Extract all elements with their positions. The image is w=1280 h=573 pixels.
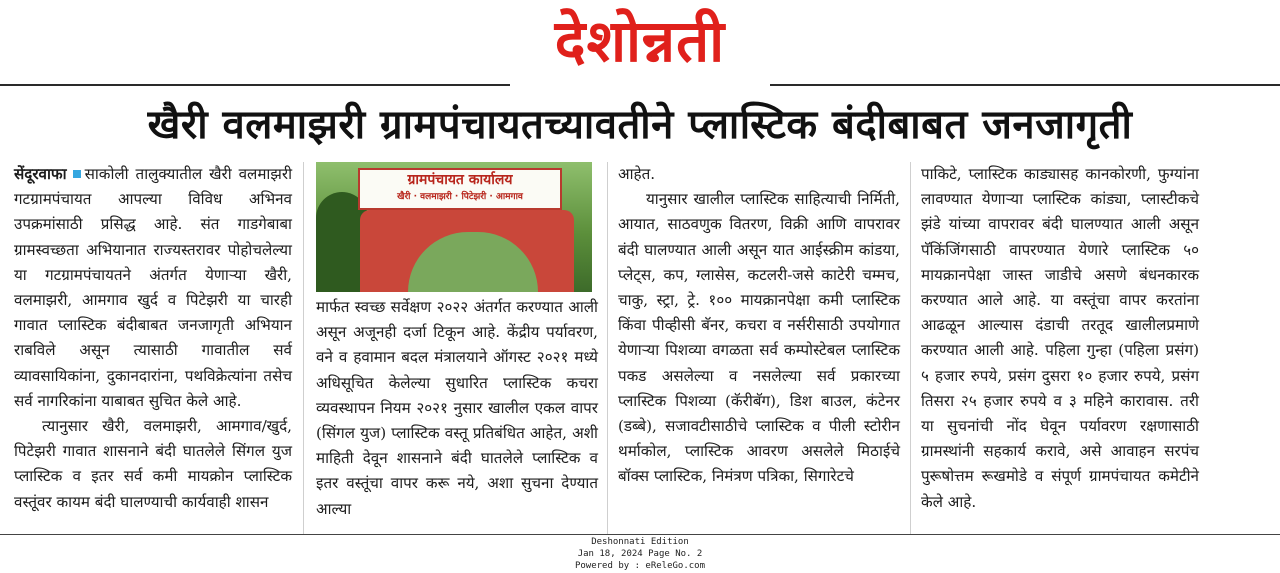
article-column-1 [14, 162, 292, 515]
article-paragraph: मार्फत स्वच्छ सर्वेक्षण २०२२ अंतर्गत करण्यात आली असून अजूनही दर्जा टिकून आहे. केंद्रीय पर्यावरण, वने व हवामान बदल मंत्रालयाने ऑगस्ट २०२१ मध्ये अधिसूचित केलेल्या सुधारित प्लास्टिक कचरा व्यवस्थापन नियम २०२१ नुसार खालील एकल वापर (सिंगल युज) प्लास्टिक वस्तू प्रतिबंधित आहेत, अशी माहिती देवून शासनाने बंदी घातलेले प्लास्टिक व इतर वस्तूंचा वापर करू नये, अशा सुचना देण्यात आल्या [316, 298, 598, 518]
column-divider [607, 162, 608, 534]
dateline: सेंदूरवाफा [14, 165, 67, 183]
masthead-rule-left [0, 84, 510, 86]
signboard-subtitle: खैरी · वलमाझरी · पिटेझरी · आमगाव [397, 192, 523, 202]
powered-by: Powered by : eReleGo.com [574, 561, 706, 571]
photo-signboard [358, 168, 562, 210]
paragraph-text: साकोली तालुक्यातील खैरी वलमाझरी गटग्रामपंचायत आपल्या विविध अभिनव उपक्रमांसाठी प्रसिद्ध आहे. संत गाडगेबाबा ग्रामस्वच्छता अभियानात राज्यस्तरावर पोहोचलेल्या या गटग्रामपंचायतने अंतर्गत येणाऱ्या खैरी, वलमाझरी, आमगाव खुर्द व पिटेझरी या चारही गावात प्लास्टिक बंदीबाबत जनजागृती अभियान राबविले असून त्यासाठी गावातील सर्व व्यावसायिकांना, दुकानदारांना, पथविक्रेत्यांना तसेच सर्व नागरिकांना याबाबत सुचित केले आहे. [14, 165, 292, 410]
article-headline: खैरी वलमाझरी ग्रामपंचायतच्यावतीने प्लास्टिक बंदीबाबत जनजागृती [147, 102, 1133, 148]
article-paragraph: पाकिटे, प्लास्टिक काड्यासह कानकोरणी, फुग्यांना लावण्यात येणाऱ्या प्लास्टिक कांड्या, प्लास्टीकचे झंडे यांच्या वापरावर बंदी घालण्यात आली असून पॅकिंजिंगसाठी वापरण्यात येणारे प्लास्टिक ५० मायक्रानपेक्षा जास्त जाडीचे असणे बंधनकारक करण्यात आले आहे. या वस्तूंचा वापर करतांना आढळून आल्यास दंडाची तरतूद खालीलप्रमाणे करण्यात आली आहे. पहिला गुन्हा (पहिला प्रसंग) ५ हजार रुपये, प्रसंग दुसरा १० हजार रुपये, प्रसंग तिसरा २५ हजार रुपये व ३ महिने कारावास. तरी या सुचनांची नोंद घेवून पर्यावरण रक्षणासाठी ग्रामस्थांनी सहकार्य करावे, असे आवाहन सरपंच पुरूषोत्तम रूखमोडे व संपूर्ण ग्रामपंचायत कमेटीने केले आहे. [921, 165, 1199, 511]
footer-rule [0, 534, 1280, 535]
article-photo [316, 162, 592, 292]
column-divider [303, 162, 304, 534]
signboard-title: ग्रामपंचायत कार्यालय [407, 172, 513, 188]
edition-footer [0, 536, 1280, 572]
dateline-bullet-icon [73, 170, 81, 178]
masthead [0, 0, 1280, 84]
column-divider [910, 162, 911, 534]
edition-name: Deshonnati Edition [591, 537, 689, 547]
newspaper-logo: देशोन्नती [554, 7, 726, 75]
article-column-4 [921, 162, 1199, 515]
masthead-rule-right [770, 84, 1280, 86]
article-paragraph [14, 162, 292, 414]
article-column-3 [618, 162, 900, 490]
article-paragraph: त्यानुसार खैरी, वलमाझरी, आमगाव/खुर्द, पिटेझरी गावात शासनाने बंदी घातलेले सिंगल युज प्लास्टिक व इतर सर्व कमी मायक्रोन प्लास्टिक वस्तूंवर कायम बंदी घालण्याची कार्यवाही शासन [14, 417, 292, 511]
edition-date-page: Jan 18, 2024 Page No. 2 [577, 549, 703, 559]
article-paragraph: आहेत. [618, 165, 656, 183]
article-paragraph: यानुसार खालील प्लास्टिक साहित्याची निर्मिती, आयात, साठवणुक वितरण, विक्री आणि वापरावर बंदी घालण्यात आली असून यात आईस्क्रीम कांडया, प्लेट्स, कप, ग्लासेस, कटलरी-जसे काटेरी चम्मच, चाकु, स्ट्रा, ट्रे. १०० मायक्रानपेक्षा कमी प्लास्टिक किंवा पीव्हीसी बॅनर, कचरा व नर्सरीसाठी उपयोगात येणाऱ्या पिशव्या वगळता सर्व कम्पोस्टेबल प्लास्टिक पकड असलेल्या व नसलेल्या सर्व प्रकारच्या प्लास्टिक पिशव्या (कॅरीबॅग), डिश बाउल, कंटेनर (डब्बे), सजावटीसाठीचे प्लास्टिक व पीली स्टोरीन थर्माकोल, प्लास्टिक आवरण असलेले मिठाईचे बॉक्स प्लास्टिक, निमंत्रण पत्रिका, सिगारेटचे [618, 190, 900, 486]
article-column-2 [316, 295, 598, 522]
